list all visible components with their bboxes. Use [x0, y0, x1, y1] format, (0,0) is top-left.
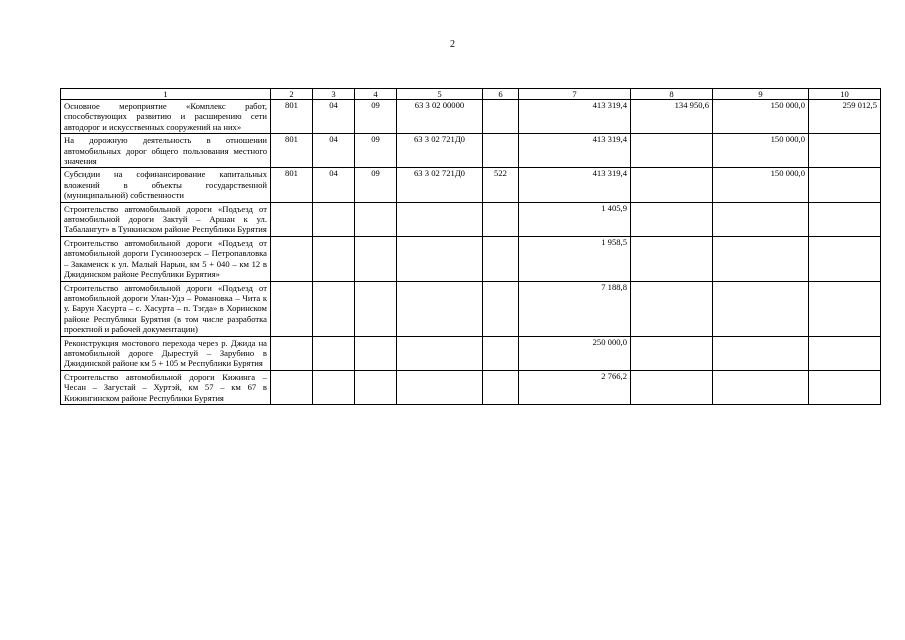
- cell-col-7: 413 319,4: [519, 168, 631, 202]
- cell-col-9: [713, 202, 809, 236]
- cell-col-8: [631, 134, 713, 168]
- cell-col-10: [809, 168, 881, 202]
- header-cell: 5: [397, 89, 483, 100]
- table-row: [61, 100, 881, 134]
- table-row: [61, 281, 881, 336]
- header-cell: 9: [713, 89, 809, 100]
- header-cell: 4: [355, 89, 397, 100]
- cell-col-5: [397, 281, 483, 336]
- cell-col-4: [355, 202, 397, 236]
- cell-col-3: 04: [313, 100, 355, 134]
- cell-col-8: [631, 202, 713, 236]
- header-row: [61, 89, 881, 100]
- cell-col-8: [631, 336, 713, 370]
- cell-col-8: [631, 370, 713, 404]
- cell-col-5: [397, 202, 483, 236]
- cell-col-2: [271, 370, 313, 404]
- row-name-cell: Реконструкция мостового перехода через р. Джида на автомобильной дороге Дырестуй – Зарубино в Джидинской районе км 5 + 105 м Республики Бурятия: [61, 336, 271, 370]
- cell-col-6: [483, 281, 519, 336]
- cell-col-6: [483, 134, 519, 168]
- cell-col-10: [809, 370, 881, 404]
- header-cell: 2: [271, 89, 313, 100]
- header-cell: 6: [483, 89, 519, 100]
- row-name-cell: Строительство автомобильной дороги Кижинга – Чесан – Загустай – Хуртэй, км 57 – км 67 в Кижингинском районе Республики Бурятия: [61, 370, 271, 404]
- cell-col-6: [483, 336, 519, 370]
- budget-table: [60, 88, 881, 405]
- cell-col-5: 63 3 02 00000: [397, 100, 483, 134]
- cell-col-2: [271, 336, 313, 370]
- cell-col-10: [809, 281, 881, 336]
- cell-col-10: [809, 202, 881, 236]
- cell-col-6: 522: [483, 168, 519, 202]
- cell-col-5: [397, 336, 483, 370]
- header-cell: 3: [313, 89, 355, 100]
- cell-col-7: 1 958,5: [519, 236, 631, 281]
- cell-col-6: [483, 236, 519, 281]
- cell-col-2: [271, 281, 313, 336]
- cell-col-7: 413 319,4: [519, 134, 631, 168]
- cell-col-3: [313, 236, 355, 281]
- cell-col-3: [313, 336, 355, 370]
- cell-col-9: [713, 281, 809, 336]
- cell-col-2: 801: [271, 134, 313, 168]
- cell-col-9: 150 000,0: [713, 100, 809, 134]
- cell-col-9: [713, 336, 809, 370]
- cell-col-6: [483, 100, 519, 134]
- row-name-cell: Строительство автомобильной дороги «Подъезд от автомобильной дороги Зактуй – Аршан к ул. Табалангут» в Тункинском районе Республики Бурятия: [61, 202, 271, 236]
- cell-col-9: 150 000,0: [713, 134, 809, 168]
- cell-col-7: 250 000,0: [519, 336, 631, 370]
- table-row: [61, 370, 881, 404]
- row-name-cell: Основное мероприятие «Комплекс работ, способствующих развитию и расширению сети автодорог и искусственных сооружений на них»: [61, 100, 271, 134]
- cell-col-7: 2 766,2: [519, 370, 631, 404]
- cell-col-2: [271, 202, 313, 236]
- cell-col-4: [355, 281, 397, 336]
- header-cell: 10: [809, 89, 881, 100]
- cell-col-5: 63 3 02 721Д0: [397, 168, 483, 202]
- cell-col-8: [631, 236, 713, 281]
- header-cell: 1: [61, 89, 271, 100]
- cell-col-4: [355, 336, 397, 370]
- cell-col-5: [397, 236, 483, 281]
- cell-col-2: 801: [271, 168, 313, 202]
- page-number: 2: [450, 39, 455, 50]
- cell-col-4: [355, 236, 397, 281]
- header-cell: 7: [519, 89, 631, 100]
- row-name-cell: На дорожную деятельность в отношении автомобильных дорог общего пользования местного значения: [61, 134, 271, 168]
- cell-col-3: [313, 370, 355, 404]
- cell-col-3: 04: [313, 168, 355, 202]
- cell-col-4: 09: [355, 134, 397, 168]
- table-row: [61, 134, 881, 168]
- table-row: [61, 168, 881, 202]
- row-name-cell: Строительство автомобильной дороги «Подъезд от автомобильной дороги Гусиноозерск – Петропавловка – Закаменск к ул. Малый Нарын, км 5 + 040 – км 12 в Джидинском районе Республики Бурятия»: [61, 236, 271, 281]
- cell-col-9: [713, 370, 809, 404]
- cell-col-5: [397, 370, 483, 404]
- table-row: [61, 236, 881, 281]
- row-name-cell: Субсидии на софинансирование капитальных вложений в объекты государственной (муниципальной) собственности: [61, 168, 271, 202]
- cell-col-8: [631, 281, 713, 336]
- header-cell: 8: [631, 89, 713, 100]
- cell-col-4: [355, 370, 397, 404]
- cell-col-4: 09: [355, 100, 397, 134]
- cell-col-7: 1 405,9: [519, 202, 631, 236]
- table-row: [61, 202, 881, 236]
- cell-col-2: [271, 236, 313, 281]
- cell-col-8: [631, 168, 713, 202]
- cell-col-3: 04: [313, 134, 355, 168]
- cell-col-10: [809, 236, 881, 281]
- cell-col-2: 801: [271, 100, 313, 134]
- cell-col-6: [483, 370, 519, 404]
- cell-col-9: 150 000,0: [713, 168, 809, 202]
- cell-col-6: [483, 202, 519, 236]
- cell-col-5: 63 3 02 721Д0: [397, 134, 483, 168]
- cell-col-7: 413 319,4: [519, 100, 631, 134]
- cell-col-10: [809, 336, 881, 370]
- cell-col-10: 259 012,5: [809, 100, 881, 134]
- cell-col-7: 7 188,8: [519, 281, 631, 336]
- cell-col-8: 134 950,6: [631, 100, 713, 134]
- cell-col-10: [809, 134, 881, 168]
- table-row: [61, 336, 881, 370]
- cell-col-3: [313, 202, 355, 236]
- cell-col-3: [313, 281, 355, 336]
- row-name-cell: Строительство автомобильной дороги «Подъезд от автомобильной дороги Улан-Удэ – Романовка – Чита к у. Барун Хасурта – с. Хасурта – п. Тэгда» в Хоринском районе Республики Бурятия (в том числе разработка проектной и рабочей документации): [61, 281, 271, 336]
- cell-col-4: 09: [355, 168, 397, 202]
- cell-col-9: [713, 236, 809, 281]
